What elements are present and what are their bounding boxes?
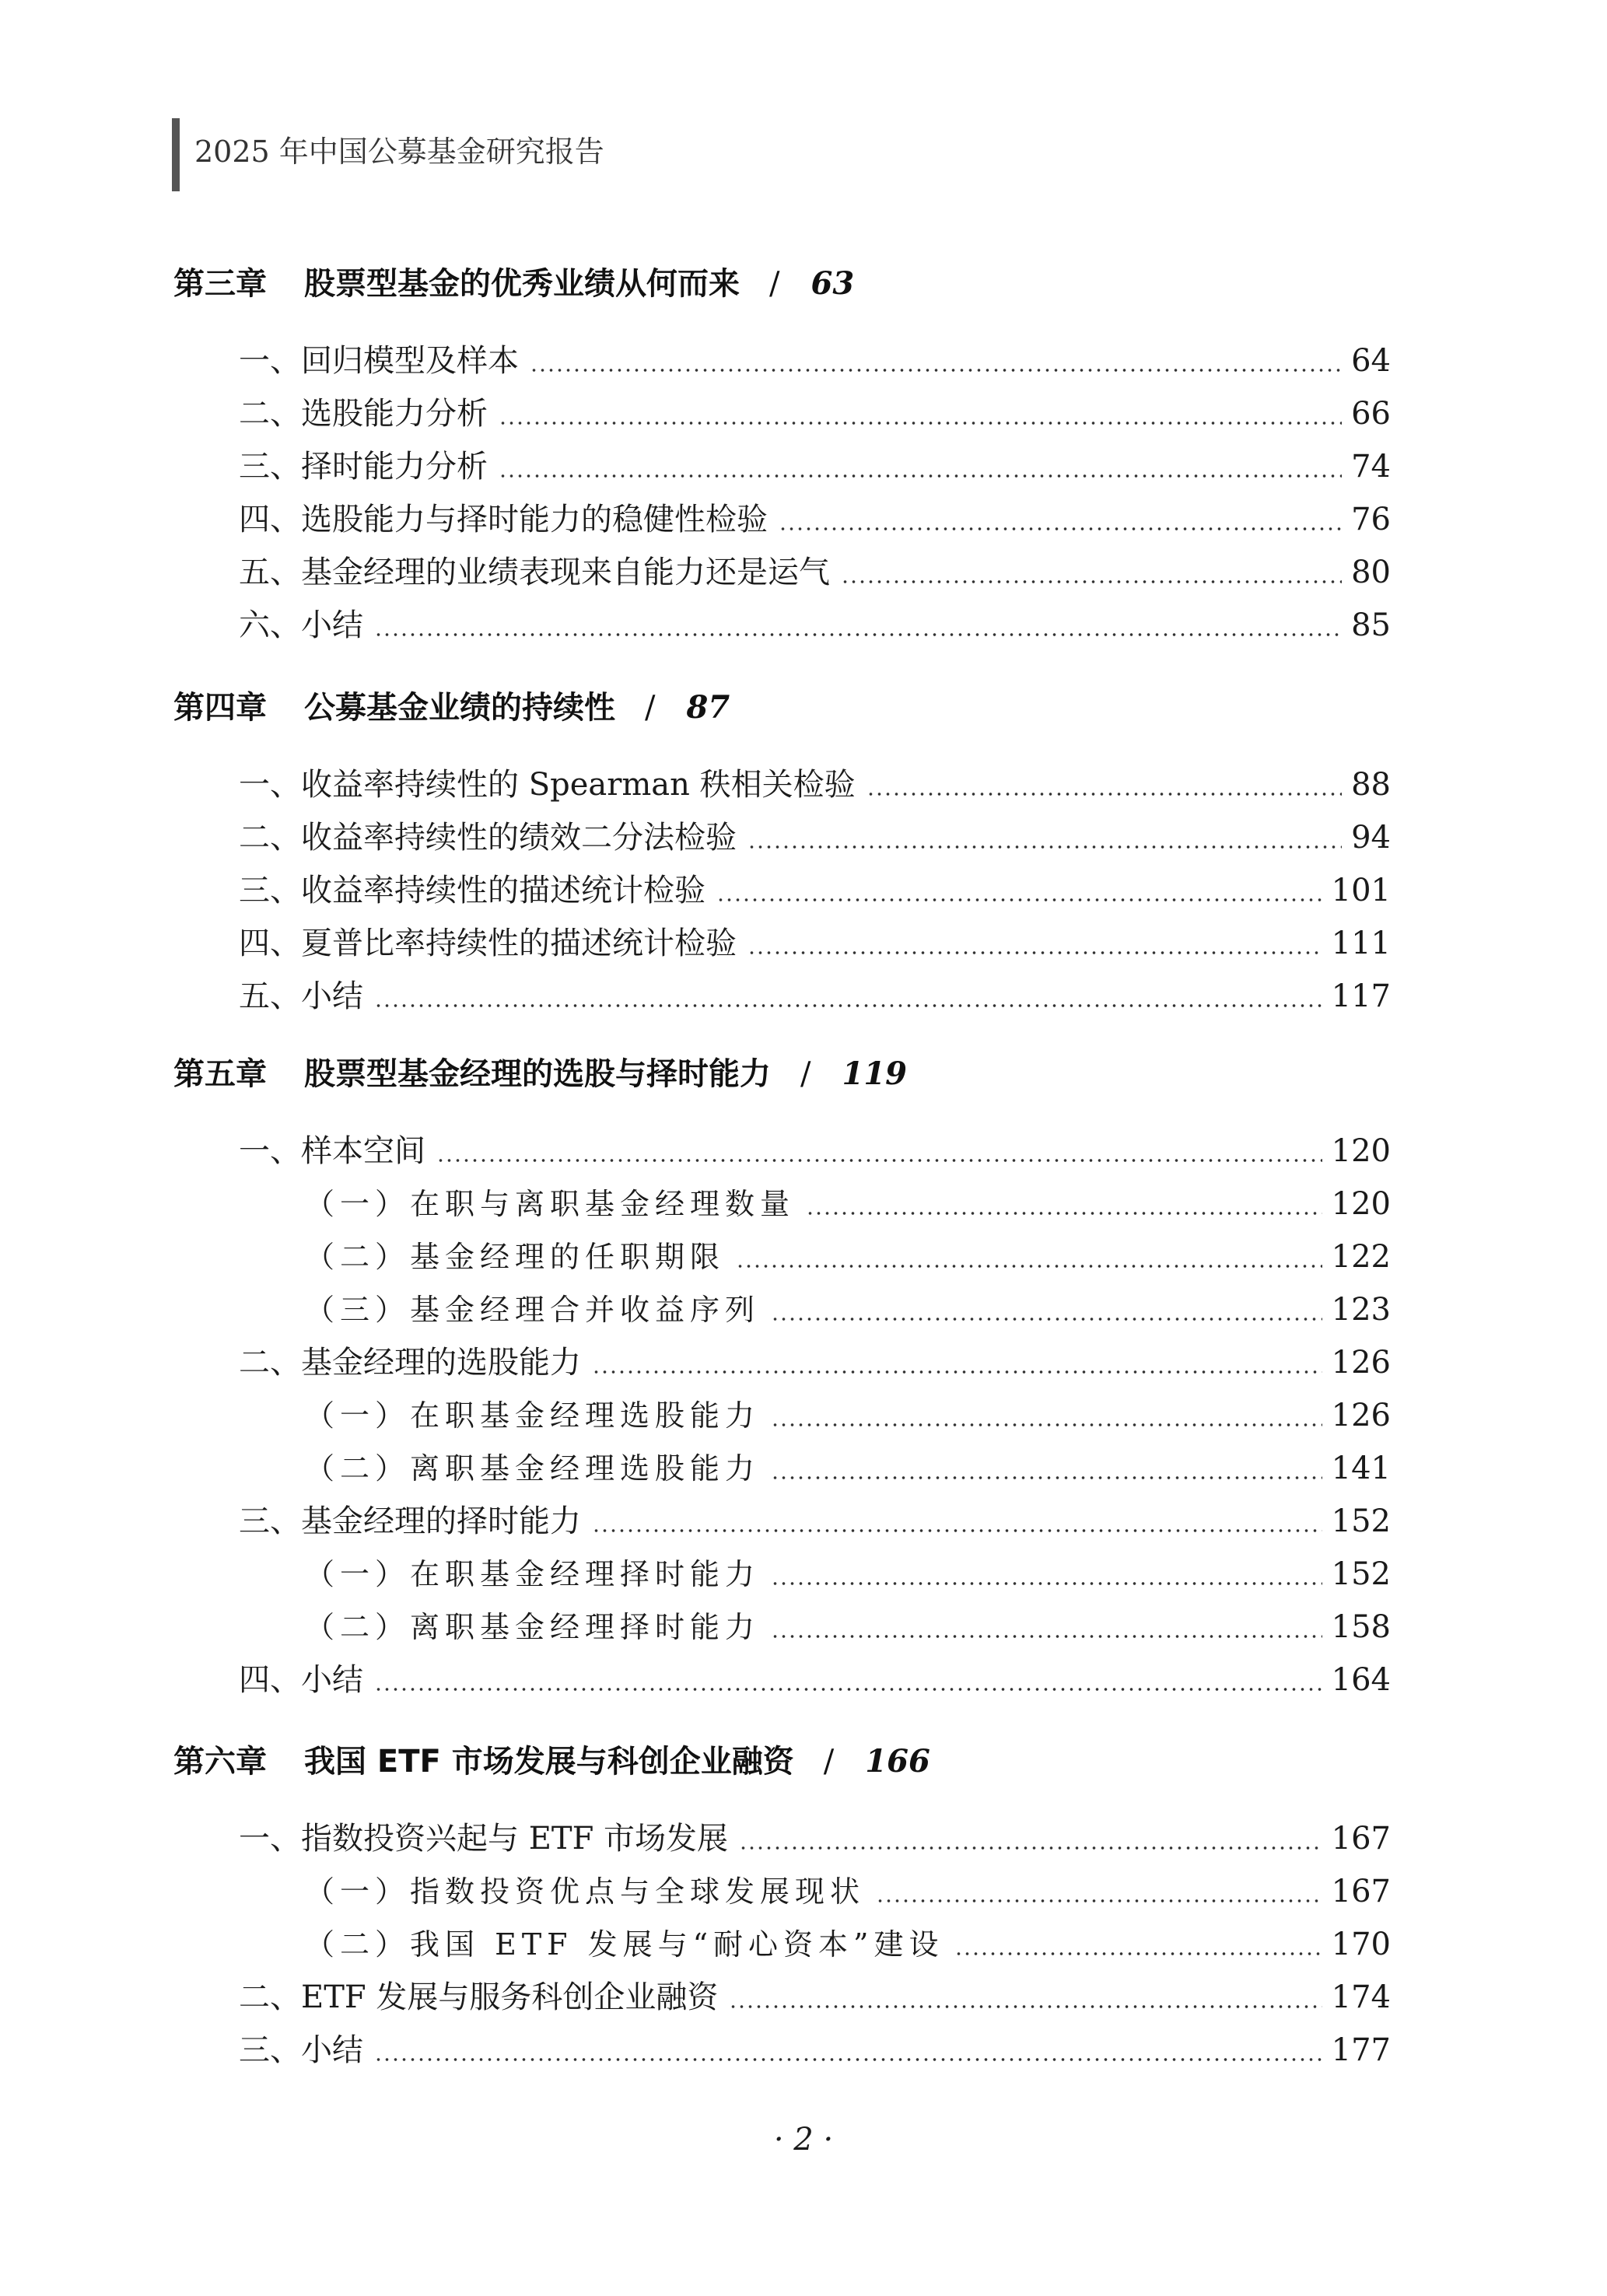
chapter-heading <box>173 264 854 303</box>
toc-section-entry[interactable] <box>239 765 1391 804</box>
entry-title: 五、小结 <box>239 978 363 1014</box>
chapter-number: 第三章 <box>173 266 267 302</box>
chapter-heading <box>173 1055 907 1094</box>
entry-title: （一）指数投资优点与全球发展现状 <box>305 1874 866 1909</box>
entry-title: （二）离职基金经理择时能力 <box>305 1610 761 1644</box>
entry-title: （一）在职与离职基金经理数量 <box>305 1187 796 1221</box>
entry-title: 六、小结 <box>239 607 363 643</box>
toc-section-entry[interactable] <box>239 447 1391 486</box>
toc-section-entry[interactable] <box>239 924 1391 963</box>
entry-title: 二、ETF 发展与服务科创企业融资 <box>239 1979 719 2015</box>
toc-section-entry[interactable] <box>239 1661 1391 1699</box>
dot-leader <box>374 1688 1322 1691</box>
toc-section-entry[interactable] <box>239 500 1391 539</box>
toc-subsection-entry[interactable] <box>305 1290 1391 1329</box>
toc-section-entry[interactable] <box>239 1502 1391 1541</box>
toc-section-entry[interactable] <box>239 1132 1391 1171</box>
dot-leader <box>592 1370 1322 1374</box>
entry-page-number: 170 <box>1331 1927 1391 1962</box>
entry-page-number: 120 <box>1331 1133 1391 1169</box>
running-header-title: 2025 年中国公募基金研究报告 <box>194 135 604 169</box>
entry-page-number: 177 <box>1331 2032 1391 2068</box>
entry-title: 二、基金经理的选股能力 <box>239 1345 581 1381</box>
chapter-title: 我国 ETF 市场发展与科创企业融资 <box>304 1744 794 1780</box>
chapter-title: 公募基金业绩的持续性 <box>304 690 615 726</box>
dot-leader <box>747 845 1342 849</box>
entry-page-number: 167 <box>1331 1874 1391 1909</box>
dot-leader <box>592 1529 1322 1532</box>
dot-leader <box>806 1212 1322 1215</box>
dot-leader <box>771 1582 1322 1585</box>
toc-section-entry[interactable] <box>239 606 1391 645</box>
dot-leader <box>530 369 1342 372</box>
dot-leader <box>876 1899 1322 1902</box>
dot-leader <box>739 1846 1322 1850</box>
chapter-page-number: 166 <box>865 1743 930 1780</box>
entry-page-number: 117 <box>1331 978 1391 1014</box>
entry-page-number: 164 <box>1331 1662 1391 1698</box>
dot-leader <box>374 633 1342 636</box>
toc-section-entry[interactable] <box>239 977 1391 1016</box>
dot-leader <box>747 951 1322 954</box>
dot-leader <box>716 898 1322 901</box>
chapter-number: 第五章 <box>173 1056 267 1092</box>
entry-title: 三、收益率持续性的描述统计检验 <box>239 873 705 908</box>
dot-leader <box>841 580 1342 583</box>
entry-page-number: 64 <box>1351 343 1391 379</box>
entry-title: 三、基金经理的择时能力 <box>239 1503 581 1539</box>
entry-title: 一、指数投资兴起与 ETF 市场发展 <box>239 1821 729 1857</box>
entry-title: 一、收益率持续性的 Spearman 秩相关检验 <box>239 767 856 803</box>
entry-title: （二）离职基金经理选股能力 <box>305 1451 761 1486</box>
dot-leader <box>954 1952 1322 1955</box>
toc-subsection-entry[interactable] <box>305 1396 1391 1435</box>
entry-page-number: 88 <box>1351 767 1391 803</box>
chapter-separator: / <box>769 266 780 302</box>
entry-title: 四、选股能力与择时能力的稳健性检验 <box>239 502 768 537</box>
entry-title: 三、择时能力分析 <box>239 449 488 485</box>
chapter-title: 股票型基金的优秀业绩从何而来 <box>304 266 740 302</box>
chapter-page-number: 87 <box>686 689 730 726</box>
toc-subsection-entry[interactable] <box>305 1555 1391 1594</box>
entry-page-number: 123 <box>1331 1292 1391 1328</box>
entry-page-number: 158 <box>1331 1609 1391 1645</box>
toc-section-entry[interactable] <box>239 1978 1391 2017</box>
chapter-number: 第四章 <box>173 690 267 726</box>
entry-page-number: 111 <box>1331 926 1391 961</box>
entry-title: 三、小结 <box>239 2032 363 2068</box>
entry-title: （一）在职基金经理选股能力 <box>305 1398 761 1433</box>
entry-title: 五、基金经理的业绩表现来自能力还是运气 <box>239 555 830 590</box>
entry-page-number: 66 <box>1351 396 1391 432</box>
dot-leader <box>499 474 1342 478</box>
toc-section-entry[interactable] <box>239 818 1391 857</box>
entry-title: 一、回归模型及样本 <box>239 343 519 379</box>
entry-page-number: 85 <box>1351 607 1391 643</box>
toc-subsection-entry[interactable] <box>305 1608 1391 1647</box>
entry-page-number: 167 <box>1331 1821 1391 1857</box>
toc-section-entry[interactable] <box>239 1343 1391 1382</box>
toc-section-entry[interactable] <box>239 341 1391 380</box>
dot-leader <box>771 1423 1322 1426</box>
toc-section-entry[interactable] <box>239 1819 1391 1858</box>
entry-page-number: 126 <box>1331 1345 1391 1381</box>
entry-page-number: 122 <box>1331 1239 1391 1275</box>
toc-subsection-entry[interactable] <box>305 1185 1391 1223</box>
chapter-separator: / <box>823 1744 835 1780</box>
chapter-heading <box>173 688 730 727</box>
dot-leader <box>779 527 1342 530</box>
chapter-separator: / <box>645 690 656 726</box>
chapter-number: 第六章 <box>173 1744 267 1780</box>
entry-title: （一）在职基金经理择时能力 <box>305 1557 761 1591</box>
entry-title: （三）基金经理合并收益序列 <box>305 1293 761 1327</box>
dot-leader <box>867 793 1342 796</box>
entry-page-number: 76 <box>1351 502 1391 537</box>
entry-page-number: 94 <box>1351 820 1391 856</box>
entry-title: 四、小结 <box>239 1662 363 1698</box>
entry-page-number: 152 <box>1331 1556 1391 1592</box>
dot-leader <box>771 1318 1322 1321</box>
entry-page-number: 101 <box>1331 873 1391 908</box>
toc-section-entry[interactable] <box>239 553 1391 592</box>
entry-page-number: 126 <box>1331 1398 1391 1433</box>
toc-subsection-entry[interactable] <box>305 1925 1391 1964</box>
entry-page-number: 152 <box>1331 1503 1391 1539</box>
chapter-page-number: 119 <box>842 1055 907 1092</box>
chapter-separator: / <box>800 1056 811 1092</box>
toc-section-entry[interactable] <box>239 2031 1391 2070</box>
page-number: · 2 · <box>773 2122 834 2158</box>
toc-section-entry[interactable] <box>239 394 1391 433</box>
entry-title: （二）我国 ETF 发展与“耐心资本”建设 <box>305 1927 944 1962</box>
entry-page-number: 120 <box>1331 1186 1391 1222</box>
entry-page-number: 141 <box>1331 1451 1391 1486</box>
entry-title: 四、夏普比率持续性的描述统计检验 <box>239 926 737 961</box>
entry-page-number: 80 <box>1351 555 1391 590</box>
entry-page-number: 174 <box>1331 1979 1391 2015</box>
entry-title: 一、样本空间 <box>239 1133 425 1169</box>
dot-leader <box>436 1159 1322 1162</box>
entry-title: 二、收益率持续性的绩效二分法检验 <box>239 820 737 856</box>
dot-leader <box>499 422 1342 425</box>
header-accent-bar <box>172 118 180 191</box>
chapter-heading <box>173 1742 930 1781</box>
toc-subsection-entry[interactable] <box>305 1449 1391 1488</box>
dot-leader <box>374 2058 1322 2061</box>
toc-subsection-entry[interactable] <box>305 1872 1391 1911</box>
chapter-page-number: 63 <box>811 265 855 302</box>
entry-page-number: 74 <box>1351 449 1391 485</box>
dot-leader <box>736 1265 1322 1268</box>
entry-title: 二、选股能力分析 <box>239 396 488 432</box>
toc-section-entry[interactable] <box>239 871 1391 910</box>
entry-title: （二）基金经理的任职期限 <box>305 1240 726 1274</box>
dot-leader <box>771 1635 1322 1638</box>
dot-leader <box>729 2005 1322 2008</box>
dot-leader <box>374 1004 1322 1007</box>
toc-subsection-entry[interactable] <box>305 1237 1391 1276</box>
dot-leader <box>771 1476 1322 1479</box>
chapter-title: 股票型基金经理的选股与择时能力 <box>304 1056 771 1092</box>
